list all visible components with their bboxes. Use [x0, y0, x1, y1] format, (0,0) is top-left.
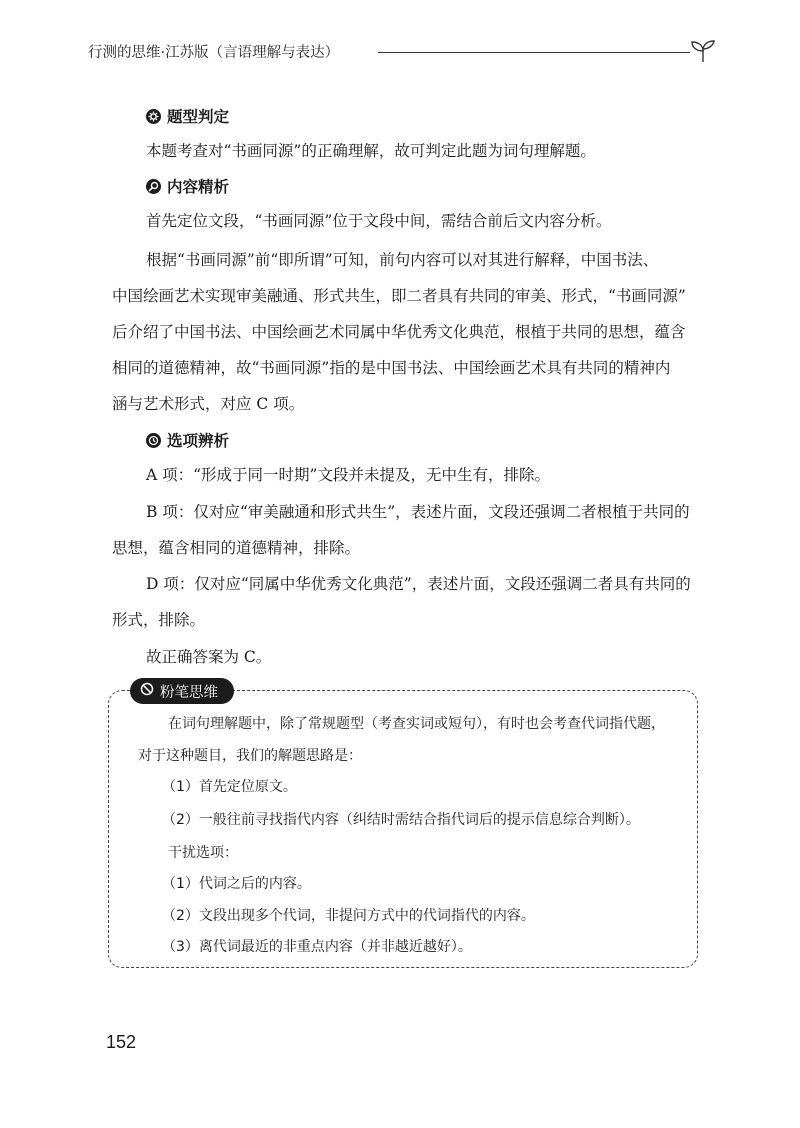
prohibit-icon — [140, 682, 154, 700]
tip-intro-line: 在词句理解题中，除了常规题型（考查实词或短句），有时也会考查代词指代题， — [168, 716, 665, 732]
section-type-judgment — [146, 104, 229, 128]
option-a-text: A 项：“形成于同一时期”文段并未提及，无中生有，排除。 — [146, 466, 550, 484]
running-header — [88, 38, 728, 68]
section-title: 题型判定 — [167, 108, 230, 126]
tip-distractor: （3）离代词最近的非重点内容（并非越近越好）。 — [162, 939, 472, 955]
section-title: 内容精析 — [167, 178, 230, 196]
tip-step: （1）首先定位原文。 — [162, 779, 297, 795]
tip-step: （2）一般往前寻找指代内容（纠结时需结合指代词后的提示信息综合判断）。 — [162, 812, 640, 828]
section-content-analysis — [146, 174, 229, 198]
header-title: 行测的思维·江苏版（言语理解与表达） — [88, 45, 340, 61]
sprout-icon — [688, 38, 718, 64]
tip-distractor: （1）代词之后的内容。 — [162, 876, 311, 892]
magnifier-icon — [146, 179, 161, 194]
gear-icon — [146, 109, 161, 124]
page-number: 152 — [106, 1032, 137, 1052]
content-analysis-line: 中国绘画艺术实现审美融通、形式共生，即二者具有共同的审美、形式，“书画同源” — [112, 287, 686, 305]
content-analysis-line: 根据“书画同源”前“即所谓”可知，前句内容可以对其进行解释，中国书法、 — [146, 251, 659, 269]
content-analysis-line: 相同的道德精神，故“书画同源”指的是中国书法、中国绘画艺术具有共同的精神内 — [112, 359, 671, 377]
type-judgment-text: 本题考查对“书画同源”的正确理解，故可判定此题为词句理解题。 — [146, 142, 596, 160]
option-b-line: B 项：仅对应“审美融通和形式共生”，表述片面，文段还强调二者根植于共同的 — [146, 503, 690, 521]
content-analysis-line: 后介绍了中国书法、中国绘画艺术同属中华优秀文化典范，根植于共同的思想，蕴含 — [112, 323, 686, 341]
option-d-line: 形式，排除。 — [112, 611, 206, 629]
clock-icon — [146, 433, 161, 448]
section-title: 选项辨析 — [167, 432, 230, 450]
content-analysis-para1: 首先定位文段，“书画同源”位于文段中间，需结合前后文内容分析。 — [146, 212, 612, 230]
tip-box-title: 粉笔思维 — [160, 684, 218, 701]
option-d-line: D 项：仅对应“同属中华优秀文化典范”，表述片面，文段还强调二者具有共同的 — [146, 575, 691, 593]
section-option-analysis — [146, 428, 229, 452]
header-rule — [378, 52, 690, 53]
content-analysis-line: 涵与艺术形式，对应 C 项。 — [112, 395, 305, 413]
option-b-line: 思想，蕴含相同的道德精神，排除。 — [112, 539, 361, 557]
answer-text: 故正确答案为 C。 — [146, 648, 272, 666]
tip-distractor: （2）文段出现多个代词，非提问方式中的代词指代的内容。 — [162, 908, 535, 924]
tip-intro-line: 对于这种题目，我们的解题思路是： — [138, 748, 362, 764]
tip-box-tab — [130, 678, 234, 704]
tip-distractor-label: 干扰选项： — [168, 845, 238, 861]
